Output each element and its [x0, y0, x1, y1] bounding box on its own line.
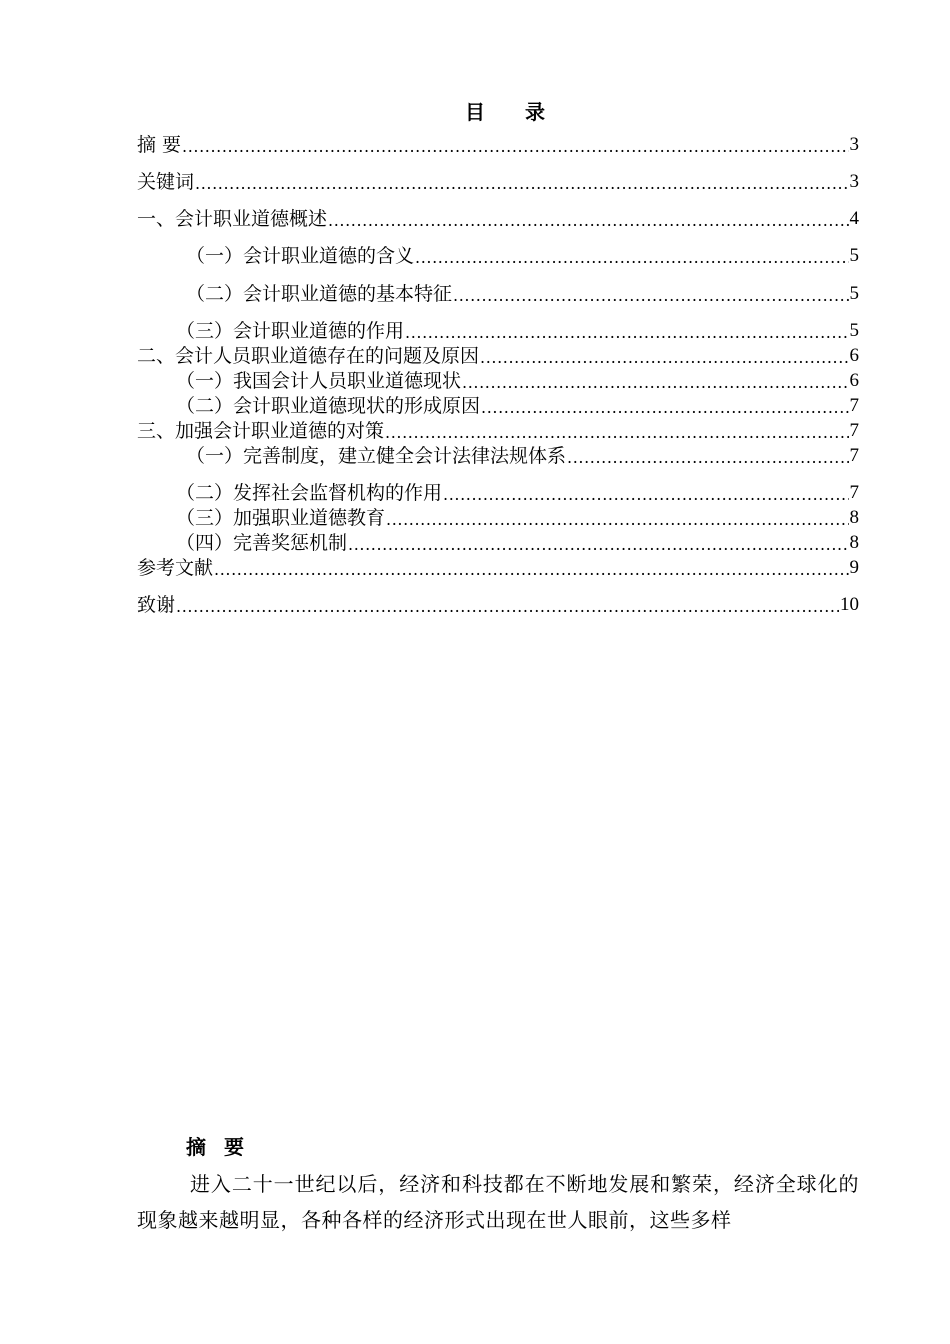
toc-entry[interactable] — [176, 531, 859, 555]
toc-entry-page: 5 — [849, 320, 859, 341]
toc-leader-dots — [443, 481, 848, 505]
toc-entry[interactable] — [137, 133, 859, 157]
toc-title — [0, 96, 950, 125]
toc-entry-page: 5 — [849, 283, 859, 304]
toc-entry[interactable] — [176, 319, 859, 343]
toc-entry-label: （二）发挥社会监督机构的作用 — [176, 482, 443, 504]
toc-entry-label: （二）会计职业道德现状的形成原因 — [176, 395, 481, 417]
toc-entry-label: （一）我国会计人员职业道德现状 — [176, 370, 462, 392]
toc-entry[interactable] — [176, 481, 859, 505]
toc-leader-dots — [481, 394, 848, 418]
toc-entry-page: 8 — [849, 507, 859, 528]
toc-entry-label: （四）完善奖惩机制 — [176, 532, 348, 554]
toc-entry-page: 6 — [849, 370, 859, 391]
toc-entry[interactable] — [137, 556, 859, 580]
toc-entry[interactable] — [137, 170, 859, 194]
toc-entry[interactable] — [137, 593, 859, 617]
toc-leader-dots — [182, 133, 848, 157]
toc-title-right: 录 — [525, 100, 545, 124]
toc-leader-dots — [348, 531, 848, 555]
toc-leader-dots — [405, 319, 848, 343]
toc-leader-dots — [453, 282, 848, 306]
toc-entry-label: 三、加强会计职业道德的对策 — [137, 420, 385, 442]
abstract-paragraph: 进入二十一世纪以后，经济和科技都在不断地发展和繁荣，经济全球化的现象越来越明显，各种各样的经济形式出现在世人眼前，这些多样 — [137, 1172, 859, 1232]
toc-leader-dots — [385, 419, 848, 443]
abstract-heading-left: 摘 — [186, 1135, 206, 1159]
toc-entry[interactable] — [137, 207, 859, 231]
toc-entry-label: （二）会计职业道德的基本特征 — [186, 283, 453, 305]
toc-leader-dots — [214, 556, 848, 580]
toc-entry-page: 6 — [849, 345, 859, 366]
toc-entry-page: 7 — [849, 445, 859, 466]
toc-entry-label: 致谢 — [137, 594, 176, 616]
toc-entry-page: 7 — [849, 482, 859, 503]
toc-entry-page: 7 — [849, 420, 859, 441]
toc-entry[interactable] — [176, 369, 859, 393]
toc-leader-dots — [462, 369, 848, 393]
toc-leader-dots — [567, 444, 848, 468]
toc-leader-dots — [328, 207, 848, 231]
toc-leader-dots — [176, 593, 839, 617]
toc-entry[interactable] — [137, 344, 859, 368]
toc-entry-label: 一、会计职业道德概述 — [137, 208, 328, 230]
toc-entry-label: （一）完善制度，建立健全会计法律法规体系 — [186, 445, 567, 467]
toc-entry-page: 7 — [849, 395, 859, 416]
toc-entry-page: 8 — [849, 532, 859, 553]
toc-entry-label: 摘 要 — [137, 134, 182, 156]
toc-leader-dots — [480, 344, 848, 368]
toc-entry-page: 3 — [849, 134, 859, 155]
toc-entry[interactable] — [186, 282, 859, 306]
toc-entry-page: 9 — [849, 557, 859, 578]
toc-entry[interactable] — [186, 244, 859, 268]
toc-entry-label: 二、会计人员职业道德存在的问题及原因 — [137, 345, 480, 367]
toc-entry[interactable] — [176, 394, 859, 418]
toc-entry[interactable] — [137, 419, 859, 443]
toc-entry-label: （三）会计职业道德的作用 — [176, 320, 405, 342]
toc-entry-label: （三）加强职业道德教育 — [176, 507, 386, 529]
toc-leader-dots — [195, 170, 848, 194]
toc-entry-page: 3 — [849, 171, 859, 192]
toc-entry-page: 10 — [840, 594, 859, 615]
toc-title-left: 目 — [465, 100, 485, 124]
abstract-heading — [186, 1131, 244, 1160]
toc-entry[interactable] — [186, 444, 859, 468]
toc-leader-dots — [415, 244, 848, 268]
toc-entry-page: 5 — [849, 245, 859, 266]
abstract-heading-right: 要 — [224, 1135, 244, 1159]
toc-entry-label: 参考文献 — [137, 557, 214, 579]
toc-entry-page: 4 — [849, 208, 859, 229]
toc-entry[interactable] — [176, 506, 859, 530]
toc-leader-dots — [386, 506, 848, 530]
toc-entry-label: （一）会计职业道德的含义 — [186, 245, 415, 267]
toc-entry-label: 关键词 — [137, 171, 195, 193]
